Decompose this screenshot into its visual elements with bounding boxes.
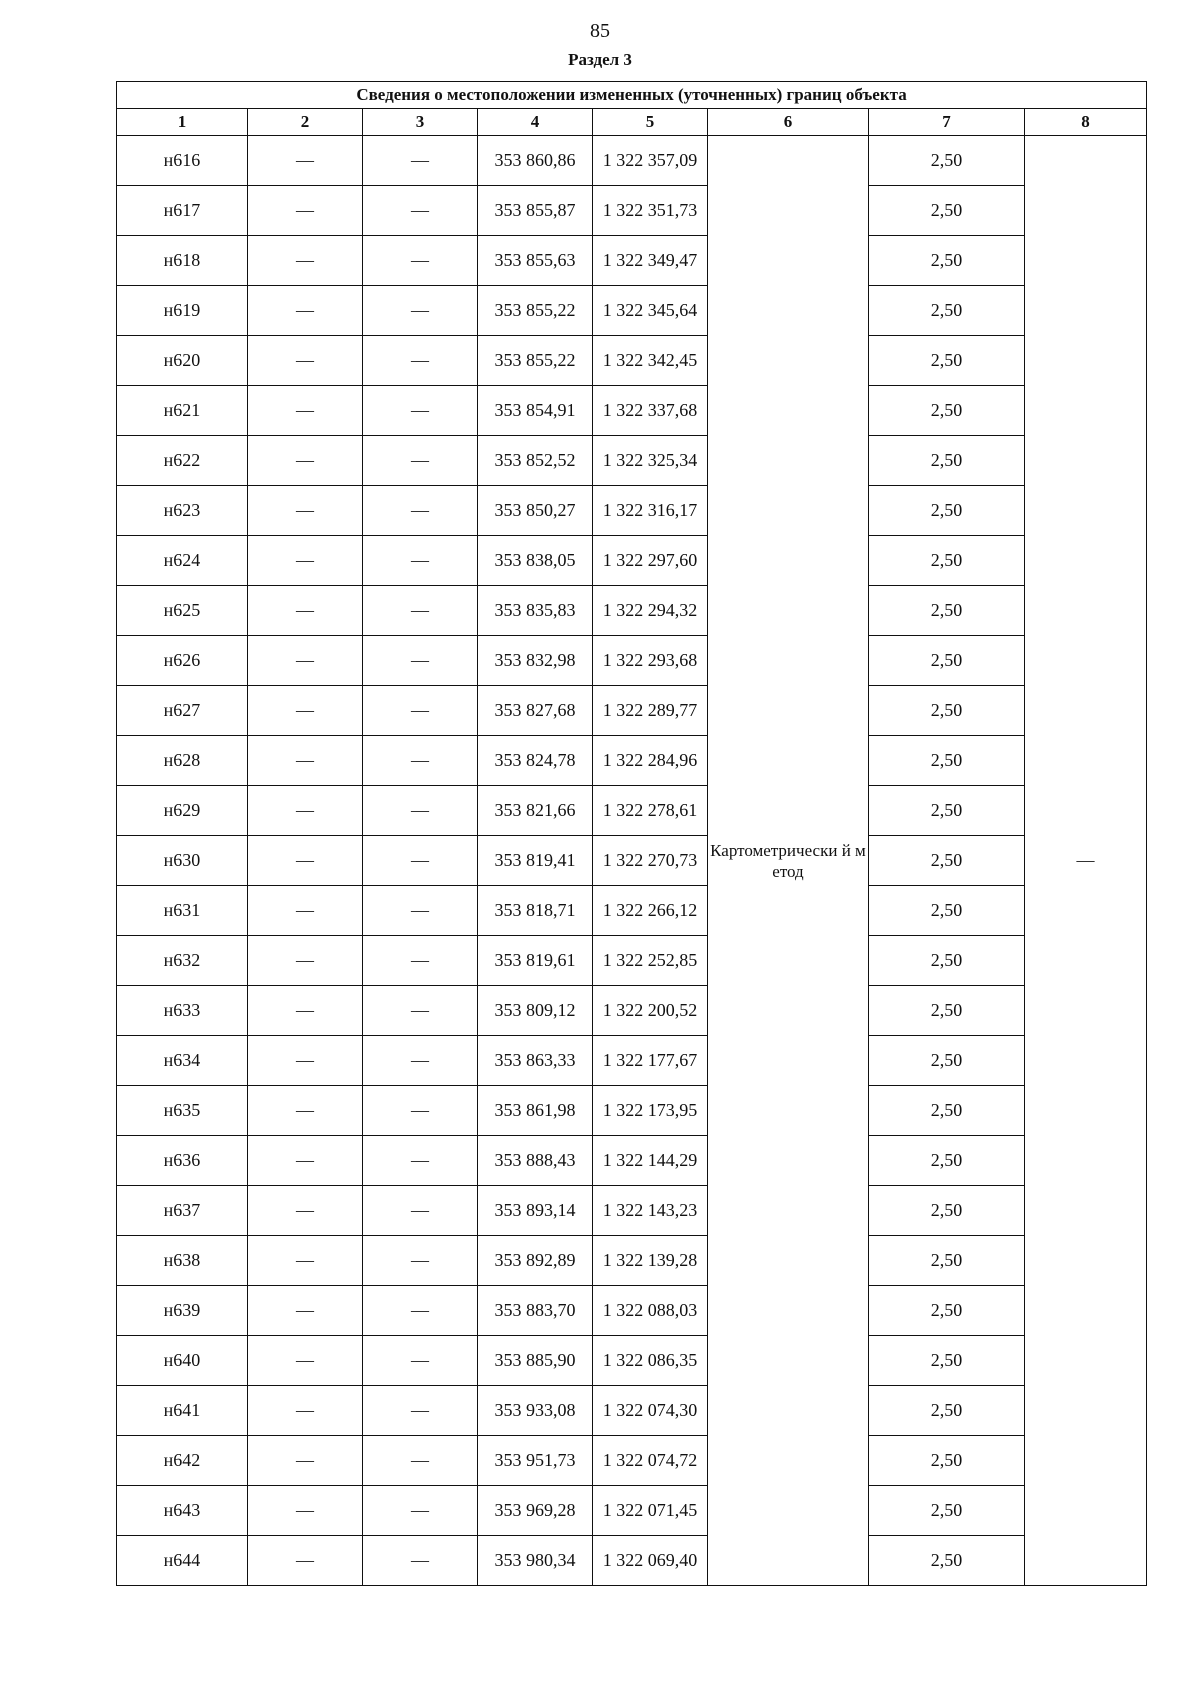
table-row: [117, 536, 1147, 586]
table-row: [117, 786, 1147, 836]
point-id-cell: н622: [117, 436, 248, 486]
col2-cell: —: [248, 736, 363, 786]
x-coordinate-cell: 353 863,33: [478, 1036, 593, 1086]
column-header-5: 5: [593, 109, 708, 136]
table-row: [117, 386, 1147, 436]
table-row: [117, 186, 1147, 236]
accuracy-cell: 2,50: [869, 1036, 1025, 1086]
table-caption: Сведения о местоположении измененных (уточненных) границ объекта: [117, 82, 1147, 109]
point-id-cell: н624: [117, 536, 248, 586]
column-header-6: 6: [708, 109, 869, 136]
col2-cell: —: [248, 386, 363, 436]
point-id-cell: н618: [117, 236, 248, 286]
y-coordinate-cell: 1 322 252,85: [593, 936, 708, 986]
col2-cell: —: [248, 586, 363, 636]
y-coordinate-cell: 1 322 266,12: [593, 886, 708, 936]
point-id-cell: н633: [117, 986, 248, 1036]
table-row: [117, 636, 1147, 686]
col3-cell: —: [363, 1436, 478, 1486]
col2-cell: —: [248, 1136, 363, 1186]
point-id-cell: н626: [117, 636, 248, 686]
column-header-4: 4: [478, 109, 593, 136]
y-coordinate-cell: 1 322 289,77: [593, 686, 708, 736]
x-coordinate-cell: 353 861,98: [478, 1086, 593, 1136]
col2-cell: —: [248, 236, 363, 286]
y-coordinate-cell: 1 322 284,96: [593, 736, 708, 786]
accuracy-cell: 2,50: [869, 1386, 1025, 1436]
point-id-cell: н620: [117, 336, 248, 386]
accuracy-cell: 2,50: [869, 986, 1025, 1036]
x-coordinate-cell: 353 832,98: [478, 636, 593, 686]
column-header-3: 3: [363, 109, 478, 136]
y-coordinate-cell: 1 322 357,09: [593, 136, 708, 186]
y-coordinate-cell: 1 322 337,68: [593, 386, 708, 436]
accuracy-cell: 2,50: [869, 1286, 1025, 1336]
x-coordinate-cell: 353 827,68: [478, 686, 593, 736]
col3-cell: —: [363, 436, 478, 486]
accuracy-cell: 2,50: [869, 536, 1025, 586]
x-coordinate-cell: 353 860,86: [478, 136, 593, 186]
col2-cell: —: [248, 1486, 363, 1536]
point-id-cell: н617: [117, 186, 248, 236]
y-coordinate-cell: 1 322 297,60: [593, 536, 708, 586]
col2-cell: —: [248, 1236, 363, 1286]
x-coordinate-cell: 353 933,08: [478, 1386, 593, 1436]
table-row: [117, 1086, 1147, 1136]
accuracy-cell: 2,50: [869, 186, 1025, 236]
table-row: [117, 1186, 1147, 1236]
section-title: Раздел 3: [568, 50, 632, 69]
y-coordinate-cell: 1 322 143,23: [593, 1186, 708, 1236]
col2-cell: —: [248, 1536, 363, 1586]
x-coordinate-cell: 353 852,52: [478, 436, 593, 486]
col2-cell: —: [248, 1086, 363, 1136]
col2-cell: —: [248, 636, 363, 686]
point-id-cell: н627: [117, 686, 248, 736]
y-coordinate-cell: 1 322 069,40: [593, 1536, 708, 1586]
x-coordinate-cell: 353 892,89: [478, 1236, 593, 1286]
point-id-cell: н644: [117, 1536, 248, 1586]
table-row: [117, 1486, 1147, 1536]
col3-cell: —: [363, 136, 478, 186]
x-coordinate-cell: 353 819,41: [478, 836, 593, 886]
point-id-cell: н634: [117, 1036, 248, 1086]
col3-cell: —: [363, 586, 478, 636]
accuracy-cell: 2,50: [869, 1186, 1025, 1236]
y-coordinate-cell: 1 322 088,03: [593, 1286, 708, 1336]
point-id-cell: н632: [117, 936, 248, 986]
table-row: [117, 736, 1147, 786]
col3-cell: —: [363, 736, 478, 786]
point-id-cell: н641: [117, 1386, 248, 1436]
y-coordinate-cell: 1 322 139,28: [593, 1236, 708, 1286]
column-header-8: 8: [1025, 109, 1147, 136]
col8-cell: —: [1025, 136, 1147, 1586]
table-row: [117, 1136, 1147, 1186]
col2-cell: —: [248, 786, 363, 836]
column-header-7: 7: [869, 109, 1025, 136]
col2-cell: —: [248, 186, 363, 236]
y-coordinate-cell: 1 322 173,95: [593, 1086, 708, 1136]
col2-cell: —: [248, 536, 363, 586]
y-coordinate-cell: 1 322 074,30: [593, 1386, 708, 1436]
table-row: [117, 236, 1147, 286]
col3-cell: —: [363, 836, 478, 886]
col2-cell: —: [248, 686, 363, 736]
accuracy-cell: 2,50: [869, 1436, 1025, 1486]
y-coordinate-cell: 1 322 071,45: [593, 1486, 708, 1536]
table-row: [117, 1236, 1147, 1286]
col2-cell: —: [248, 836, 363, 886]
point-id-cell: н630: [117, 836, 248, 886]
x-coordinate-cell: 353 885,90: [478, 1336, 593, 1386]
accuracy-cell: 2,50: [869, 786, 1025, 836]
col3-cell: —: [363, 1486, 478, 1536]
table-row: [117, 686, 1147, 736]
col3-cell: —: [363, 936, 478, 986]
accuracy-cell: 2,50: [869, 336, 1025, 386]
col3-cell: —: [363, 1236, 478, 1286]
accuracy-cell: 2,50: [869, 236, 1025, 286]
y-coordinate-cell: 1 322 177,67: [593, 1036, 708, 1086]
point-id-cell: н637: [117, 1186, 248, 1236]
accuracy-cell: 2,50: [869, 386, 1025, 436]
col3-cell: —: [363, 986, 478, 1036]
col2-cell: —: [248, 1186, 363, 1236]
table-row: [117, 136, 1147, 186]
y-coordinate-cell: 1 322 074,72: [593, 1436, 708, 1486]
x-coordinate-cell: 353 951,73: [478, 1436, 593, 1486]
page-number: 85: [590, 20, 610, 42]
x-coordinate-cell: 353 855,22: [478, 286, 593, 336]
point-id-cell: н625: [117, 586, 248, 636]
col3-cell: —: [363, 536, 478, 586]
point-id-cell: н638: [117, 1236, 248, 1286]
col3-cell: —: [363, 336, 478, 386]
col3-cell: —: [363, 386, 478, 436]
accuracy-cell: 2,50: [869, 286, 1025, 336]
col3-cell: —: [363, 886, 478, 936]
col2-cell: —: [248, 936, 363, 986]
col2-cell: —: [248, 136, 363, 186]
y-coordinate-cell: 1 322 351,73: [593, 186, 708, 236]
accuracy-cell: 2,50: [869, 686, 1025, 736]
table-row: [117, 836, 1147, 886]
col3-cell: —: [363, 1536, 478, 1586]
accuracy-cell: 2,50: [869, 1536, 1025, 1586]
x-coordinate-cell: 353 824,78: [478, 736, 593, 786]
x-coordinate-cell: 353 980,34: [478, 1536, 593, 1586]
x-coordinate-cell: 353 838,05: [478, 536, 593, 586]
col2-cell: —: [248, 436, 363, 486]
accuracy-cell: 2,50: [869, 136, 1025, 186]
accuracy-cell: 2,50: [869, 586, 1025, 636]
table-row: [117, 986, 1147, 1036]
table-row: [117, 1036, 1147, 1086]
table-row: [117, 1286, 1147, 1336]
y-coordinate-cell: 1 322 270,73: [593, 836, 708, 886]
accuracy-cell: 2,50: [869, 936, 1025, 986]
x-coordinate-cell: 353 969,28: [478, 1486, 593, 1536]
table-row: [117, 486, 1147, 536]
y-coordinate-cell: 1 322 144,29: [593, 1136, 708, 1186]
point-id-cell: н621: [117, 386, 248, 436]
y-coordinate-cell: 1 322 325,34: [593, 436, 708, 486]
col3-cell: —: [363, 1086, 478, 1136]
accuracy-cell: 2,50: [869, 736, 1025, 786]
column-header-2: 2: [248, 109, 363, 136]
point-id-cell: н631: [117, 886, 248, 936]
col2-cell: —: [248, 336, 363, 386]
table-row: [117, 1536, 1147, 1586]
x-coordinate-cell: 353 821,66: [478, 786, 593, 836]
col3-cell: —: [363, 1136, 478, 1186]
table-row: [117, 586, 1147, 636]
x-coordinate-cell: 353 809,12: [478, 986, 593, 1036]
point-id-cell: н643: [117, 1486, 248, 1536]
col3-cell: —: [363, 486, 478, 536]
table-row: [117, 1436, 1147, 1486]
accuracy-cell: 2,50: [869, 886, 1025, 936]
y-coordinate-cell: 1 322 294,32: [593, 586, 708, 636]
y-coordinate-cell: 1 322 342,45: [593, 336, 708, 386]
table-row: [117, 286, 1147, 336]
x-coordinate-cell: 353 850,27: [478, 486, 593, 536]
y-coordinate-cell: 1 322 200,52: [593, 986, 708, 1036]
col3-cell: —: [363, 1386, 478, 1436]
col3-cell: —: [363, 686, 478, 736]
y-coordinate-cell: 1 322 349,47: [593, 236, 708, 286]
y-coordinate-cell: 1 322 293,68: [593, 636, 708, 686]
accuracy-cell: 2,50: [869, 836, 1025, 886]
x-coordinate-cell: 353 818,71: [478, 886, 593, 936]
accuracy-cell: 2,50: [869, 1336, 1025, 1386]
col2-cell: —: [248, 886, 363, 936]
col2-cell: —: [248, 286, 363, 336]
accuracy-cell: 2,50: [869, 1136, 1025, 1186]
x-coordinate-cell: 353 854,91: [478, 386, 593, 436]
point-id-cell: н636: [117, 1136, 248, 1186]
point-id-cell: н629: [117, 786, 248, 836]
col2-cell: —: [248, 986, 363, 1036]
y-coordinate-cell: 1 322 316,17: [593, 486, 708, 536]
x-coordinate-cell: 353 888,43: [478, 1136, 593, 1186]
col3-cell: —: [363, 636, 478, 686]
point-id-cell: н616: [117, 136, 248, 186]
accuracy-cell: 2,50: [869, 436, 1025, 486]
y-coordinate-cell: 1 322 345,64: [593, 286, 708, 336]
x-coordinate-cell: 353 855,87: [478, 186, 593, 236]
x-coordinate-cell: 353 819,61: [478, 936, 593, 986]
accuracy-cell: 2,50: [869, 486, 1025, 536]
table-row: [117, 436, 1147, 486]
accuracy-cell: 2,50: [869, 1086, 1025, 1136]
col2-cell: —: [248, 1386, 363, 1436]
x-coordinate-cell: 353 883,70: [478, 1286, 593, 1336]
accuracy-cell: 2,50: [869, 636, 1025, 686]
table-row: [117, 936, 1147, 986]
col3-cell: —: [363, 1186, 478, 1236]
col3-cell: —: [363, 236, 478, 286]
y-coordinate-cell: 1 322 278,61: [593, 786, 708, 836]
table-row: [117, 336, 1147, 386]
method-cell: Картометрически й метод: [708, 136, 869, 1586]
col3-cell: —: [363, 286, 478, 336]
col3-cell: —: [363, 186, 478, 236]
col3-cell: —: [363, 1036, 478, 1086]
table-row: [117, 1386, 1147, 1436]
accuracy-cell: 2,50: [869, 1486, 1025, 1536]
col2-cell: —: [248, 1286, 363, 1336]
col3-cell: —: [363, 1286, 478, 1336]
point-id-cell: н628: [117, 736, 248, 786]
table-row: [117, 1336, 1147, 1386]
col2-cell: —: [248, 1336, 363, 1386]
point-id-cell: н635: [117, 1086, 248, 1136]
col2-cell: —: [248, 1436, 363, 1486]
point-id-cell: н619: [117, 286, 248, 336]
x-coordinate-cell: 353 835,83: [478, 586, 593, 636]
point-id-cell: н640: [117, 1336, 248, 1386]
col3-cell: —: [363, 1336, 478, 1386]
col3-cell: —: [363, 786, 478, 836]
point-id-cell: н639: [117, 1286, 248, 1336]
boundary-coordinates-table: [116, 81, 1147, 1586]
col2-cell: —: [248, 486, 363, 536]
point-id-cell: н623: [117, 486, 248, 536]
y-coordinate-cell: 1 322 086,35: [593, 1336, 708, 1386]
x-coordinate-cell: 353 893,14: [478, 1186, 593, 1236]
point-id-cell: н642: [117, 1436, 248, 1486]
x-coordinate-cell: 353 855,22: [478, 336, 593, 386]
column-header-1: 1: [117, 109, 248, 136]
accuracy-cell: 2,50: [869, 1236, 1025, 1286]
table-row: [117, 886, 1147, 936]
col2-cell: —: [248, 1036, 363, 1086]
x-coordinate-cell: 353 855,63: [478, 236, 593, 286]
